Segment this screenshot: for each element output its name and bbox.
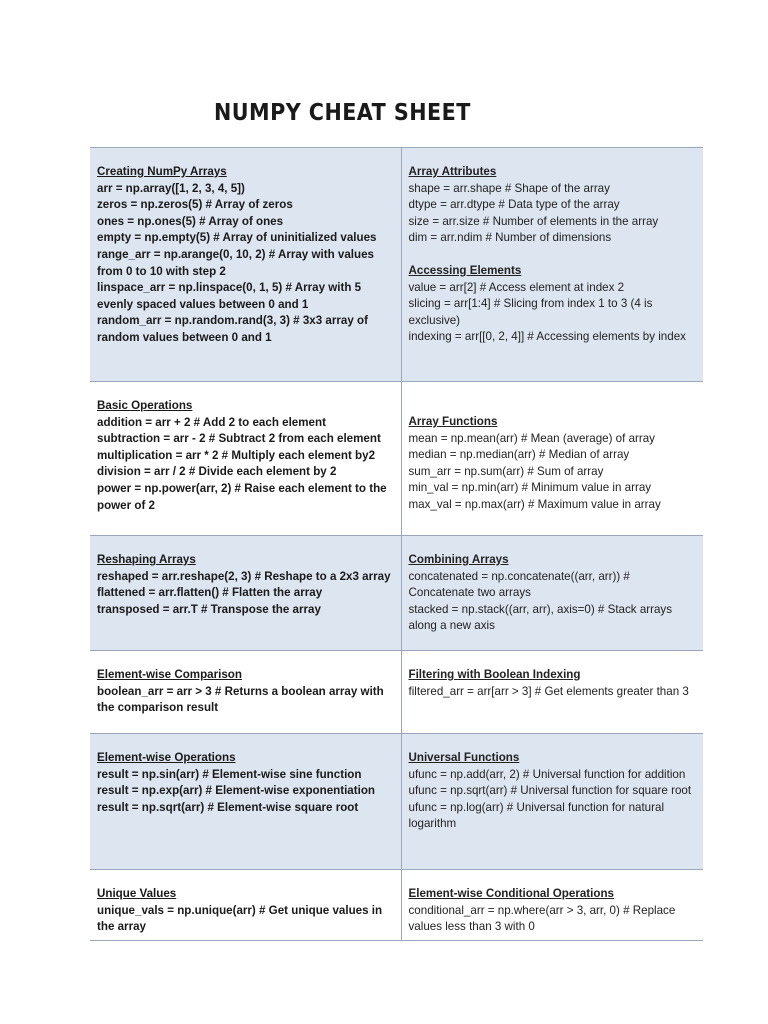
section-unique: [90, 870, 401, 941]
code-line: concatenated = np.concatenate((arr, arr)) # Concatenate two arrays: [408, 569, 630, 600]
code-line: size = arr.size # Number of elements in the array: [408, 214, 659, 228]
section-heading: Array Attributes: [408, 165, 497, 178]
section-combining: [401, 536, 703, 651]
table-row: [90, 536, 703, 651]
code-line: range_arr = np.arange(0, 10, 2) # Array with values from 0 to 10 with step 2: [97, 247, 374, 278]
code-line: unique_vals = np.unique(arr) # Get unique values in the array: [97, 903, 383, 934]
section-heading: Filtering with Boolean Indexing: [408, 668, 581, 681]
code-line: flattened = arr.flatten() # Flatten the array: [97, 586, 323, 600]
code-line: result = np.sqrt(arr) # Element-wise square root: [97, 800, 359, 814]
code-line: dim = arr.ndim # Number of dimensions: [408, 231, 612, 245]
code-line: multiplication = arr * 2 # Multiply each element by2: [97, 448, 376, 462]
code-line: arr = np.array([1, 2, 3, 4, 5]): [97, 181, 245, 195]
code-line: ufunc = np.sqrt(arr) # Universal function for square root: [408, 784, 692, 798]
section-heading: Unique Values: [97, 887, 177, 900]
code-line: addition = arr + 2 # Add 2 to each element: [97, 415, 326, 429]
code-line: indexing = arr[[0, 2, 4]] # Accessing elements by index: [408, 330, 686, 344]
code-line: sum_arr = np.sum(arr) # Sum of array: [408, 464, 604, 478]
code-line: reshaped = arr.reshape(2, 3) # Reshape to a 2x3 array: [97, 569, 391, 583]
section-ufuncs: [401, 734, 703, 870]
code-line: zeros = np.zeros(5) # Array of zeros: [97, 198, 293, 212]
code-line: ufunc = np.add(arr, 2) # Universal function for addition: [408, 767, 686, 781]
code-line: linspace_arr = np.linspace(0, 1, 5) # Array with 5 evenly spaced values between 0 and 1: [97, 281, 362, 311]
table-row: [90, 651, 703, 734]
section-heading: Combining Arrays: [408, 553, 509, 566]
code-line: conditional_arr = np.where(arr > 3, arr, 0) # Replace values less than 3 with 0: [408, 903, 676, 934]
section-creating: [90, 148, 401, 382]
spacer: [409, 247, 698, 263]
code-line: division = arr / 2 # Divide each element by 2: [97, 465, 337, 479]
page-title: NUMPY CHEAT SHEET: [214, 100, 471, 126]
section-basic-operations: [90, 382, 401, 536]
section-attributes-accessing: [401, 148, 703, 382]
code-line: power = np.power(arr, 2) # Raise each element to the power of 2: [97, 481, 387, 512]
code-line: ufunc = np.log(arr) # Universal function for natural logarithm: [408, 800, 665, 831]
table-row: [90, 148, 703, 382]
section-filtering: [401, 651, 703, 734]
code-line: dtype = arr.dtype # Data type of the array: [408, 198, 620, 212]
section-heading: Element-wise Operations: [97, 751, 236, 764]
code-line: shape = arr.shape # Shape of the array: [408, 181, 610, 195]
code-line: ones = np.ones(5) # Array of ones: [97, 214, 284, 228]
section-heading: Reshaping Arrays: [97, 553, 196, 566]
section-elementwise-ops: [90, 734, 401, 870]
table-row: [90, 870, 703, 941]
section-heading: Universal Functions: [408, 751, 520, 764]
code-line: subtraction = arr - 2 # Subtract 2 from each element: [97, 432, 381, 446]
cheat-sheet-table: [90, 147, 703, 941]
section-heading: Array Functions: [408, 415, 498, 428]
section-conditional: [401, 870, 703, 941]
code-line: boolean_arr = arr > 3 # Returns a boolean array with the comparison result: [97, 684, 384, 715]
section-heading: Element-wise Conditional Operations: [408, 887, 614, 900]
code-line: slicing = arr[1:4] # Slicing from index 1 to 3 (4 is exclusive): [408, 297, 653, 327]
section-heading: Creating NumPy Arrays: [97, 165, 227, 178]
code-line: value = arr[2] # Access element at index 2: [408, 280, 625, 294]
section-array-functions: [401, 382, 703, 536]
section-heading: Accessing Elements: [408, 263, 522, 277]
code-line: median = np.median(arr) # Median of array: [408, 448, 630, 462]
code-line: transposed = arr.T # Transpose the array: [97, 602, 321, 616]
code-line: filtered_arr = arr[arr > 3] # Get elements greater than 3: [408, 684, 689, 698]
table-row: [90, 382, 703, 536]
code-line: min_val = np.min(arr) # Minimum value in array: [408, 481, 652, 495]
table-row: [90, 734, 703, 870]
section-heading: Basic Operations: [97, 399, 193, 412]
section-comparison: [90, 651, 401, 734]
code-line: stacked = np.stack((arr, arr), axis=0) # Stack arrays along a new axis: [408, 602, 673, 633]
code-line: empty = np.empty(5) # Array of uninitialized values: [97, 231, 377, 245]
section-heading: Element-wise Comparison: [97, 668, 242, 681]
code-line: result = np.sin(arr) # Element-wise sine function: [97, 767, 362, 781]
code-line: mean = np.mean(arr) # Mean (average) of array: [408, 431, 655, 445]
section-reshaping: [90, 536, 401, 651]
spacer: [409, 398, 698, 414]
code-line: result = np.exp(arr) # Element-wise exponentiation: [97, 784, 375, 798]
code-line: max_val = np.max(arr) # Maximum value in array: [408, 497, 661, 511]
code-line: random_arr = np.random.rand(3, 3) # 3x3 array of random values between 0 and 1: [97, 314, 368, 344]
